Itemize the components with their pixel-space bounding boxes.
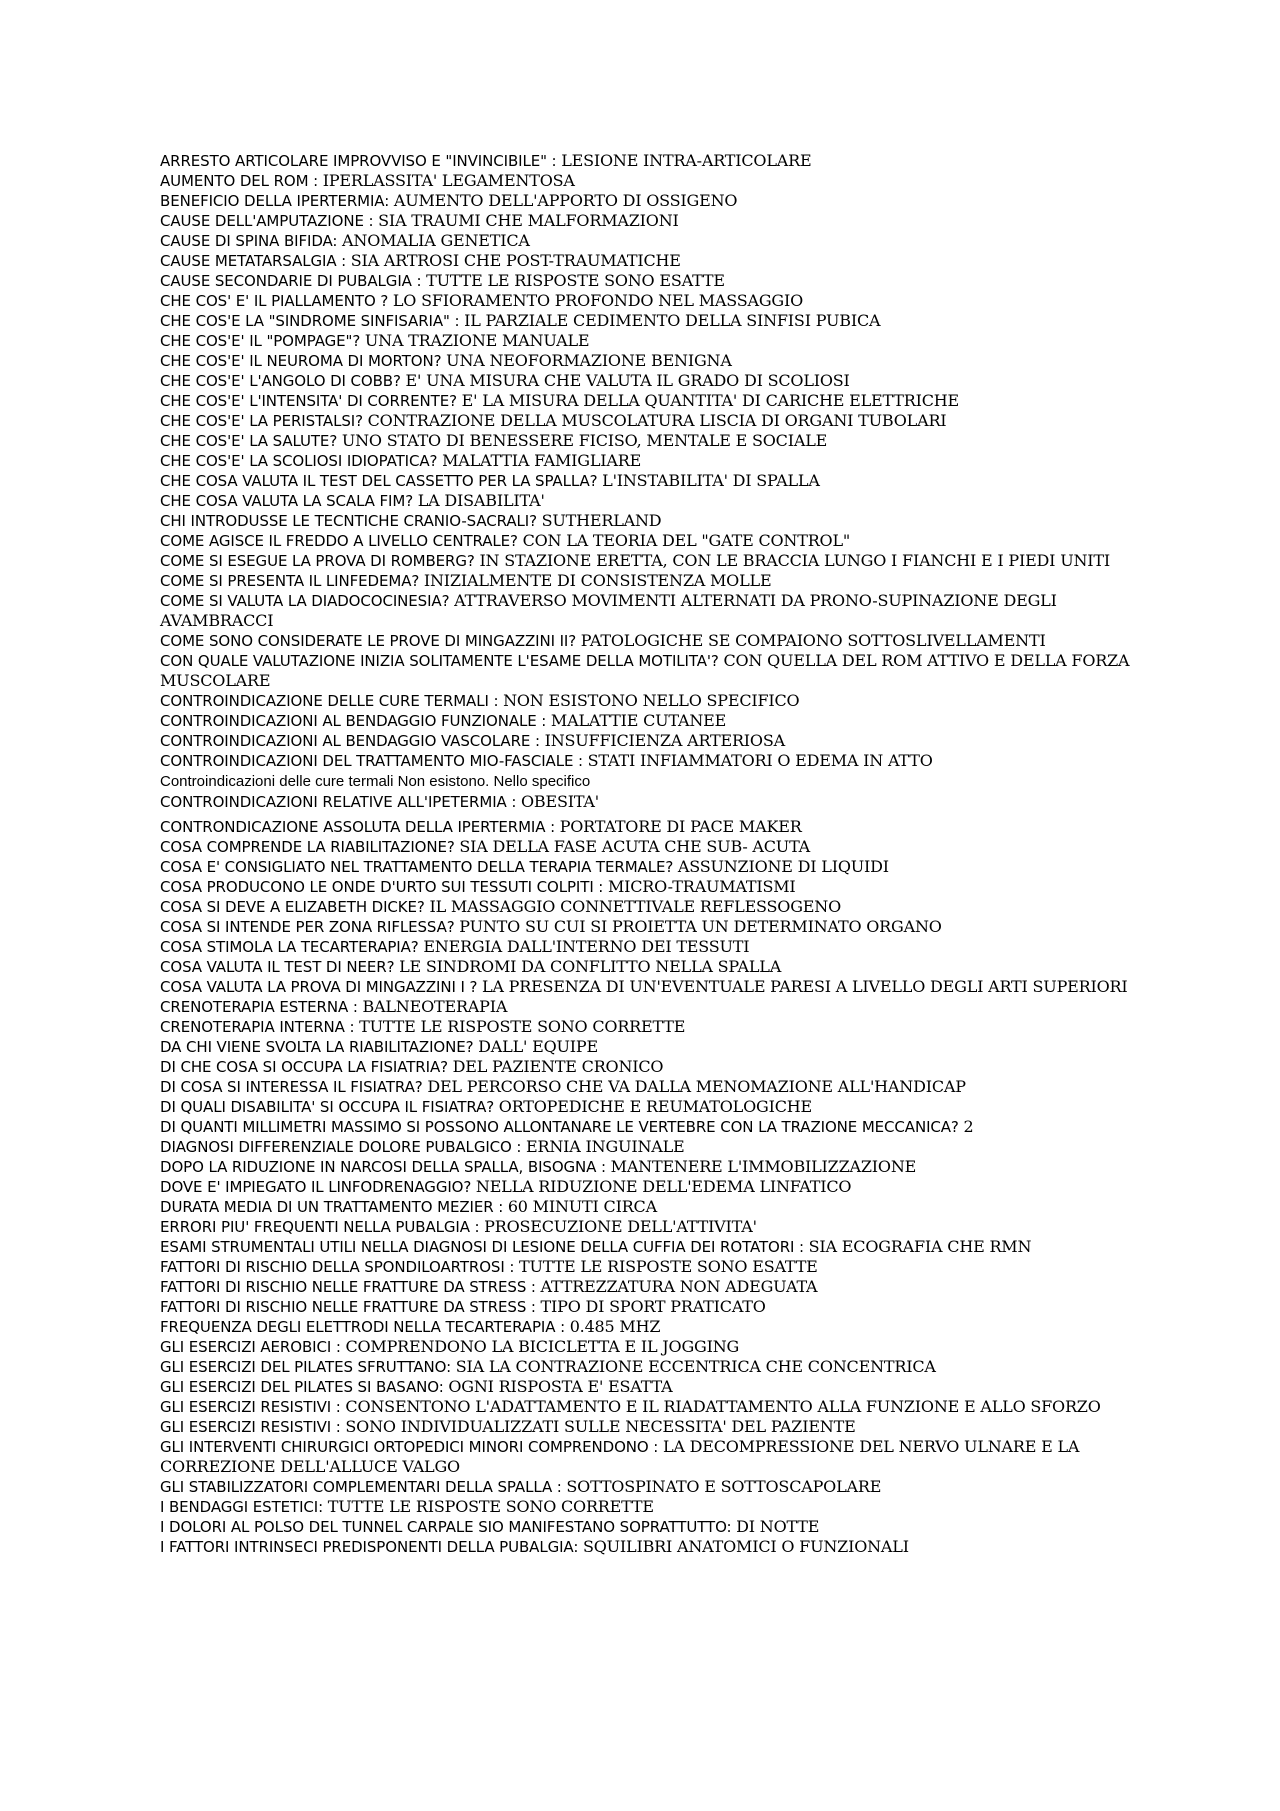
qa-entry xyxy=(160,857,1150,877)
answer-text: DEL PAZIENTE CRONICO xyxy=(452,1057,664,1076)
question-text: CHE COSA VALUTA IL TEST DEL CASSETTO PER LA SPALLA? xyxy=(160,472,603,490)
question-text: CHE COS'E' IL "POMPAGE"? xyxy=(160,332,365,350)
question-text: COME SI PRESENTA IL LINFEDEMA? xyxy=(160,572,424,590)
question-text: CHE COSA VALUTA LA SCALA FIM? xyxy=(160,492,418,510)
question-text: CHI INTRODUSSE LE TECNTICHE CRANIO-SACRALI? xyxy=(160,512,542,530)
question-text: CHE COS'E' L'ANGOLO DI COBB? xyxy=(160,372,406,390)
answer-text: LO SFIORAMENTO PROFONDO NEL MASSAGGIO xyxy=(392,291,804,310)
answer-text: LA DECOMPRESSIONE DEL NERVO ULNARE E LA CORREZIONE DELL'ALLUCE VALGO xyxy=(160,1437,1080,1476)
answer-text: COMPRENDONO LA BICICLETTA E IL JOGGING xyxy=(345,1337,740,1356)
question-text: DURATA MEDIA DI UN TRATTAMENTO MEZIER : xyxy=(160,1198,508,1216)
qa-entry xyxy=(160,1437,1150,1477)
qa-entry xyxy=(160,1257,1150,1277)
question-text: DI QUANTI MILLIMETRI MASSIMO SI POSSONO ALLONTANARE LE VERTEBRE CON LA TRAZIONE MECCANICA? xyxy=(160,1118,964,1136)
qa-entry xyxy=(160,1317,1150,1337)
question-text: ERRORI PIU' FREQUENTI NELLA PUBALGIA : xyxy=(160,1218,485,1236)
qa-entry xyxy=(160,271,1150,291)
question-text: GLI ESERCIZI DEL PILATES SI BASANO: xyxy=(160,1378,449,1396)
qa-entry xyxy=(160,1077,1150,1097)
question-text: COSA SI INTENDE PER ZONA RIFLESSA? xyxy=(160,918,460,936)
question-text: CHE COS'E LA "SINDROME SINFISARIA" : xyxy=(160,312,465,330)
question-text: COME SI ESEGUE LA PROVA DI ROMBERG? xyxy=(160,552,480,570)
question-text: GLI ESERCIZI RESISTIVI : xyxy=(160,1418,346,1436)
answer-text: BALNEOTERAPIA xyxy=(362,997,508,1016)
question-text: CAUSE DI SPINA BIFIDA: xyxy=(160,232,343,250)
plain-note: Controindicazioni delle cure termali Non esistono. Nello specifico xyxy=(160,773,591,790)
qa-entry xyxy=(160,631,1150,651)
qa-entry xyxy=(160,251,1150,271)
qa-entry xyxy=(160,411,1150,431)
question-text: COSA PRODUCONO LE ONDE D'URTO SUI TESSUTI COLPITI : xyxy=(160,878,608,896)
answer-text: 2 xyxy=(963,1117,974,1136)
answer-text: MALATTIA FAMIGLIARE xyxy=(442,451,642,470)
question-text: DI COSA SI INTERESSA IL FISIATRA? xyxy=(160,1078,428,1096)
question-text: CRENOTERAPIA ESTERNA : xyxy=(160,998,363,1016)
qa-entry xyxy=(160,977,1150,997)
question-text: DI CHE COSA SI OCCUPA LA FISIATRIA? xyxy=(160,1058,453,1076)
question-text: DOPO LA RIDUZIONE IN NARCOSI DELLA SPALLA, BISOGNA : xyxy=(160,1158,611,1176)
answer-text: L'INSTABILITA' DI SPALLA xyxy=(602,471,820,490)
question-text: CAUSE DELL'AMPUTAZIONE : xyxy=(160,212,379,230)
question-text: COSA COMPRENDE LA RIABILITAZIONE? xyxy=(160,838,460,856)
qa-entry xyxy=(160,1177,1150,1197)
answer-text: IPERLASSITA' LEGAMENTOSA xyxy=(322,171,575,190)
question-text: CONTROINDICAZIONI AL BENDAGGIO VASCOLARE : xyxy=(160,732,545,750)
qa-entry xyxy=(160,331,1150,351)
qa-entry xyxy=(160,1417,1150,1437)
qa-entry xyxy=(160,1117,1150,1137)
question-text: CRENOTERAPIA INTERNA : xyxy=(160,1018,360,1036)
answer-text: ATTRAVERSO MOVIMENTI ALTERNATI DA PRONO-SUPINAZIONE DEGLI AVAMBRACCI xyxy=(160,591,1057,630)
answer-text: TUTTE LE RISPOSTE SONO ESATTE xyxy=(518,1257,818,1276)
answer-text: DALL' EQUIPE xyxy=(478,1037,598,1056)
question-text: BENEFICIO DELLA IPERTERMIA: xyxy=(160,192,394,210)
question-text: COME SI VALUTA LA DIADOCOCINESIA? xyxy=(160,592,455,610)
qa-entry xyxy=(160,471,1150,491)
qa-entry xyxy=(160,151,1150,171)
qa-entry xyxy=(160,1477,1150,1497)
qa-entry xyxy=(160,491,1150,511)
answer-text: SIA TRAUMI CHE MALFORMAZIONI xyxy=(378,211,679,230)
answer-text: ASSUNZIONE DI LIQUIDI xyxy=(677,857,889,876)
qa-entry xyxy=(160,191,1150,211)
qa-entry xyxy=(160,792,1150,812)
answer-text: TIPO DI SPORT PRATICATO xyxy=(540,1297,766,1316)
qa-entry xyxy=(160,431,1150,451)
qa-entry xyxy=(160,1097,1150,1117)
qa-entry xyxy=(160,231,1150,251)
qa-entry xyxy=(160,1197,1150,1217)
answer-text: E' LA MISURA DELLA QUANTITA' DI CARICHE ELETTRICHE xyxy=(461,391,960,410)
qa-entry xyxy=(160,731,1150,751)
question-text: CHE COS'E' L'INTENSITA' DI CORRENTE? xyxy=(160,392,462,410)
document-page xyxy=(160,151,1150,1557)
question-text: GLI ESERCIZI DEL PILATES SFRUTTANO: xyxy=(160,1358,456,1376)
question-text: CHE COS' E' IL PIALLAMENTO ? xyxy=(160,292,393,310)
qa-entry xyxy=(160,291,1150,311)
qa-entry xyxy=(160,1397,1150,1417)
qa-entry xyxy=(160,1037,1150,1057)
qa-entry xyxy=(160,1337,1150,1357)
answer-text: PATOLOGICHE SE COMPAIONO SOTTOSLIVELLAMENTI xyxy=(580,631,1046,650)
answer-text: NELLA RIDUZIONE DELL'EDEMA LINFATICO xyxy=(475,1177,852,1196)
answer-text: UNA TRAZIONE MANUALE xyxy=(364,331,590,350)
question-text: CONTRONDICAZIONE ASSOLUTA DELLA IPERTERMIA : xyxy=(160,818,560,836)
question-text: FATTORI DI RISCHIO NELLE FRATTURE DA STRESS : xyxy=(160,1278,541,1296)
question-text: DIAGNOSI DIFFERENZIALE DOLORE PUBALGICO : xyxy=(160,1138,527,1156)
answer-text: PORTATORE DI PACE MAKER xyxy=(559,817,802,836)
answer-text: PUNTO SU CUI SI PROIETTA UN DETERMINATO ORGANO xyxy=(459,917,942,936)
answer-text: SOTTOSPINATO E SOTTOSCAPOLARE xyxy=(566,1477,882,1496)
qa-entry xyxy=(160,391,1150,411)
question-text: COSA VALUTA LA PROVA DI MINGAZZINI I ? xyxy=(160,978,482,996)
question-text: COSA VALUTA IL TEST DI NEER? xyxy=(160,958,400,976)
answer-text: ANOMALIA GENETICA xyxy=(342,231,530,250)
qa-entry xyxy=(160,691,1150,711)
answer-text: 0.485 MHZ xyxy=(569,1317,661,1336)
question-text: DOVE E' IMPIEGATO IL LINFODRENAGGIO? xyxy=(160,1178,476,1196)
question-text: I BENDAGGI ESTETICI: xyxy=(160,1498,328,1516)
qa-entry xyxy=(160,711,1150,731)
qa-entry xyxy=(160,511,1150,531)
question-text: ESAMI STRUMENTALI UTILI NELLA DIAGNOSI DI LESIONE DELLA CUFFIA DEI ROTATORI : xyxy=(160,1238,809,1256)
question-text: CAUSE METATARSALGIA : xyxy=(160,252,351,270)
question-text: FREQUENZA DEGLI ELETTRODI NELLA TECARTERAPIA : xyxy=(160,1318,570,1336)
qa-entry xyxy=(160,1217,1150,1237)
answer-text: AUMENTO DELL'APPORTO DI OSSIGENO xyxy=(393,191,738,210)
answer-text: UNA NEOFORMAZIONE BENIGNA xyxy=(446,351,732,370)
question-text: CONTROINDICAZIONE DELLE CURE TERMALI : xyxy=(160,692,504,710)
qa-entry xyxy=(160,837,1150,857)
qa-entry xyxy=(160,897,1150,917)
question-text: GLI STABILIZZATORI COMPLEMENTARI DELLA SPALLA : xyxy=(160,1478,567,1496)
question-text: DA CHI VIENE SVOLTA LA RIABILITAZIONE? xyxy=(160,1038,479,1056)
answer-text: IL PARZIALE CEDIMENTO DELLA SINFISI PUBICA xyxy=(464,311,881,330)
question-text: COME AGISCE IL FREDDO A LIVELLO CENTRALE? xyxy=(160,532,523,550)
answer-text: OGNI RISPOSTA E' ESATTA xyxy=(448,1377,673,1396)
answer-text: SIA ECOGRAFIA CHE RMN xyxy=(808,1237,1032,1256)
question-text: GLI INTERVENTI CHIRURGICI ORTOPEDICI MINORI COMPRENDONO : xyxy=(160,1438,663,1456)
qa-entry xyxy=(160,311,1150,331)
answer-text: IN STAZIONE ERETTA, CON LE BRACCIA LUNGO I FIANCHI E I PIEDI UNITI xyxy=(479,551,1110,570)
question-text: CHE COS'E' IL NEUROMA DI MORTON? xyxy=(160,352,447,370)
qa-entry xyxy=(160,371,1150,391)
answer-text: INIZIALMENTE DI CONSISTENZA MOLLE xyxy=(423,571,772,590)
answer-text: DEL PERCORSO CHE VA DALLA MENOMAZIONE ALL'HANDICAP xyxy=(427,1077,966,1096)
question-text: AUMENTO DEL ROM : xyxy=(160,172,323,190)
question-text: COSA SI DEVE A ELIZABETH DICKE? xyxy=(160,898,430,916)
answer-text: E' UNA MISURA CHE VALUTA IL GRADO DI SCOLIOSI xyxy=(405,371,850,390)
answer-text: PROSECUZIONE DELL'ATTIVITA' xyxy=(484,1217,757,1236)
answer-text: CONSENTONO L'ADATTAMENTO E IL RIADATTAMENTO ALLA FUNZIONE E ALLO SFORZO xyxy=(345,1397,1101,1416)
answer-text: LE SINDROMI DA CONFLITTO NELLA SPALLA xyxy=(399,957,782,976)
answer-text: SONO INDIVIDUALIZZATI SULLE NECESSITA' DEL PAZIENTE xyxy=(345,1417,856,1436)
question-text: DI QUALI DISABILITA' SI OCCUPA IL FISIATRA? xyxy=(160,1098,499,1116)
question-text: CONTROINDICAZIONI DEL TRATTAMENTO MIO-FASCIALE : xyxy=(160,752,588,770)
answer-text: MALATTIE CUTANEE xyxy=(550,711,727,730)
answer-text: INSUFFICIENZA ARTERIOSA xyxy=(544,731,785,750)
qa-entry xyxy=(160,531,1150,551)
question-text: CON QUALE VALUTAZIONE INIZIA SOLITAMENTE L'ESAME DELLA MOTILITA'? xyxy=(160,652,724,670)
answer-text: OBESITA' xyxy=(520,792,599,811)
qa-entry xyxy=(160,1497,1150,1517)
qa-entry xyxy=(160,171,1150,191)
answer-text: 60 MINUTI CIRCA xyxy=(507,1197,657,1216)
answer-text: DI NOTTE xyxy=(736,1517,820,1536)
answer-text: LA PRESENZA DI UN'EVENTUALE PARESI A LIVELLO DEGLI ARTI SUPERIORI xyxy=(481,977,1128,996)
answer-text: TUTTE LE RISPOSTE SONO ESATTE xyxy=(426,271,725,290)
qa-entry xyxy=(160,877,1150,897)
qa-entry xyxy=(160,211,1150,231)
qa-entry xyxy=(160,1017,1150,1037)
answer-text: IL MASSAGGIO CONNETTIVALE REFLESSOGENO xyxy=(429,897,841,916)
answer-text: LESIONE INTRA-ARTICOLARE xyxy=(561,151,812,170)
answer-text: CON QUELLA DEL ROM ATTIVO E DELLA FORZA MUSCOLARE xyxy=(160,651,1130,690)
qa-entry xyxy=(160,1297,1150,1317)
qa-entry xyxy=(160,917,1150,937)
answer-text: SUTHERLAND xyxy=(541,511,662,530)
answer-text: TUTTE LE RISPOSTE SONO CORRETTE xyxy=(327,1497,654,1516)
answer-text: TUTTE LE RISPOSTE SONO CORRETTE xyxy=(359,1017,686,1036)
question-text: COSA STIMOLA LA TECARTERAPIA? xyxy=(160,938,424,956)
qa-entry xyxy=(160,351,1150,371)
answer-text: CON LA TEORIA DEL "GATE CONTROL" xyxy=(522,531,851,550)
qa-entry xyxy=(160,771,1150,792)
question-text: CAUSE SECONDARIE DI PUBALGIA : xyxy=(160,272,427,290)
answer-text: ATTREZZATURA NON ADEGUATA xyxy=(540,1277,818,1296)
question-text: CHE COS'E' LA SCOLIOSI IDIOPATICA? xyxy=(160,452,443,470)
qa-entry xyxy=(160,1377,1150,1397)
question-text: ARRESTO ARTICOLARE IMPROVVISO E "INVINCIBILE" : xyxy=(160,152,562,170)
qa-entry xyxy=(160,1137,1150,1157)
question-text: CONTROINDICAZIONI AL BENDAGGIO FUNZIONALE : xyxy=(160,712,551,730)
qa-entry xyxy=(160,1357,1150,1377)
question-text: COME SONO CONSIDERATE LE PROVE DI MINGAZZINI II? xyxy=(160,632,581,650)
question-text: I DOLORI AL POLSO DEL TUNNEL CARPALE SIO MANIFESTANO SOPRATTUTTO: xyxy=(160,1518,737,1536)
question-text: CONTROINDICAZIONI RELATIVE ALL'IPETERMIA : xyxy=(160,793,521,811)
answer-text: UNO STATO DI BENESSERE FICISO, MENTALE E SOCIALE xyxy=(341,431,828,450)
answer-text: MANTENERE L'IMMOBILIZZAZIONE xyxy=(610,1157,917,1176)
answer-text: SIA LA CONTRAZIONE ECCENTRICA CHE CONCENTRICA xyxy=(455,1357,936,1376)
qa-entry xyxy=(160,1277,1150,1297)
qa-entry xyxy=(160,957,1150,977)
qa-entry xyxy=(160,1057,1150,1077)
answer-text: NON ESISTONO NELLO SPECIFICO xyxy=(503,691,800,710)
qa-entry xyxy=(160,651,1150,691)
answer-text: ORTOPEDICHE E REUMATOLOGICHE xyxy=(498,1097,812,1116)
question-text: GLI ESERCIZI AEROBICI : xyxy=(160,1338,346,1356)
qa-entry xyxy=(160,591,1150,631)
qa-entry xyxy=(160,1517,1150,1537)
question-text: CHE COS'E' LA SALUTE? xyxy=(160,432,342,450)
qa-entry xyxy=(160,551,1150,571)
answer-text: ENERGIA DALL'INTERNO DEI TESSUTI xyxy=(423,937,750,956)
answer-text: ERNIA INGUINALE xyxy=(526,1137,685,1156)
question-text: GLI ESERCIZI RESISTIVI : xyxy=(160,1398,346,1416)
question-text: COSA E' CONSIGLIATO NEL TRATTAMENTO DELLA TERAPIA TERMALE? xyxy=(160,858,678,876)
answer-text: SIA ARTROSI CHE POST-TRAUMATICHE xyxy=(350,251,681,270)
qa-entry xyxy=(160,751,1150,771)
answer-text: MICRO-TRAUMATISMI xyxy=(607,877,796,896)
qa-entry xyxy=(160,451,1150,471)
qa-entry xyxy=(160,997,1150,1017)
answer-text: SIA DELLA FASE ACUTA CHE SUB- ACUTA xyxy=(459,837,811,856)
qa-entry xyxy=(160,1157,1150,1177)
qa-entry xyxy=(160,571,1150,591)
question-text: I FATTORI INTRINSECI PREDISPONENTI DELLA PUBALGIA: xyxy=(160,1538,583,1556)
qa-entry xyxy=(160,1237,1150,1257)
question-text: FATTORI DI RISCHIO DELLA SPONDILOARTROSI : xyxy=(160,1258,519,1276)
answer-text: SQUILIBRI ANATOMICI O FUNZIONALI xyxy=(582,1537,909,1556)
answer-text: STATI INFIAMMATORI O EDEMA IN ATTO xyxy=(587,751,933,770)
question-text: CHE COS'E' LA PERISTALSI? xyxy=(160,412,368,430)
answer-text: LA DISABILITA' xyxy=(417,491,545,510)
answer-text: CONTRAZIONE DELLA MUSCOLATURA LISCIA DI ORGANI TUBOLARI xyxy=(367,411,947,430)
qa-entry xyxy=(160,1537,1150,1557)
qa-entry xyxy=(160,937,1150,957)
question-text: FATTORI DI RISCHIO NELLE FRATTURE DA STRESS : xyxy=(160,1298,541,1316)
qa-entry xyxy=(160,817,1150,837)
